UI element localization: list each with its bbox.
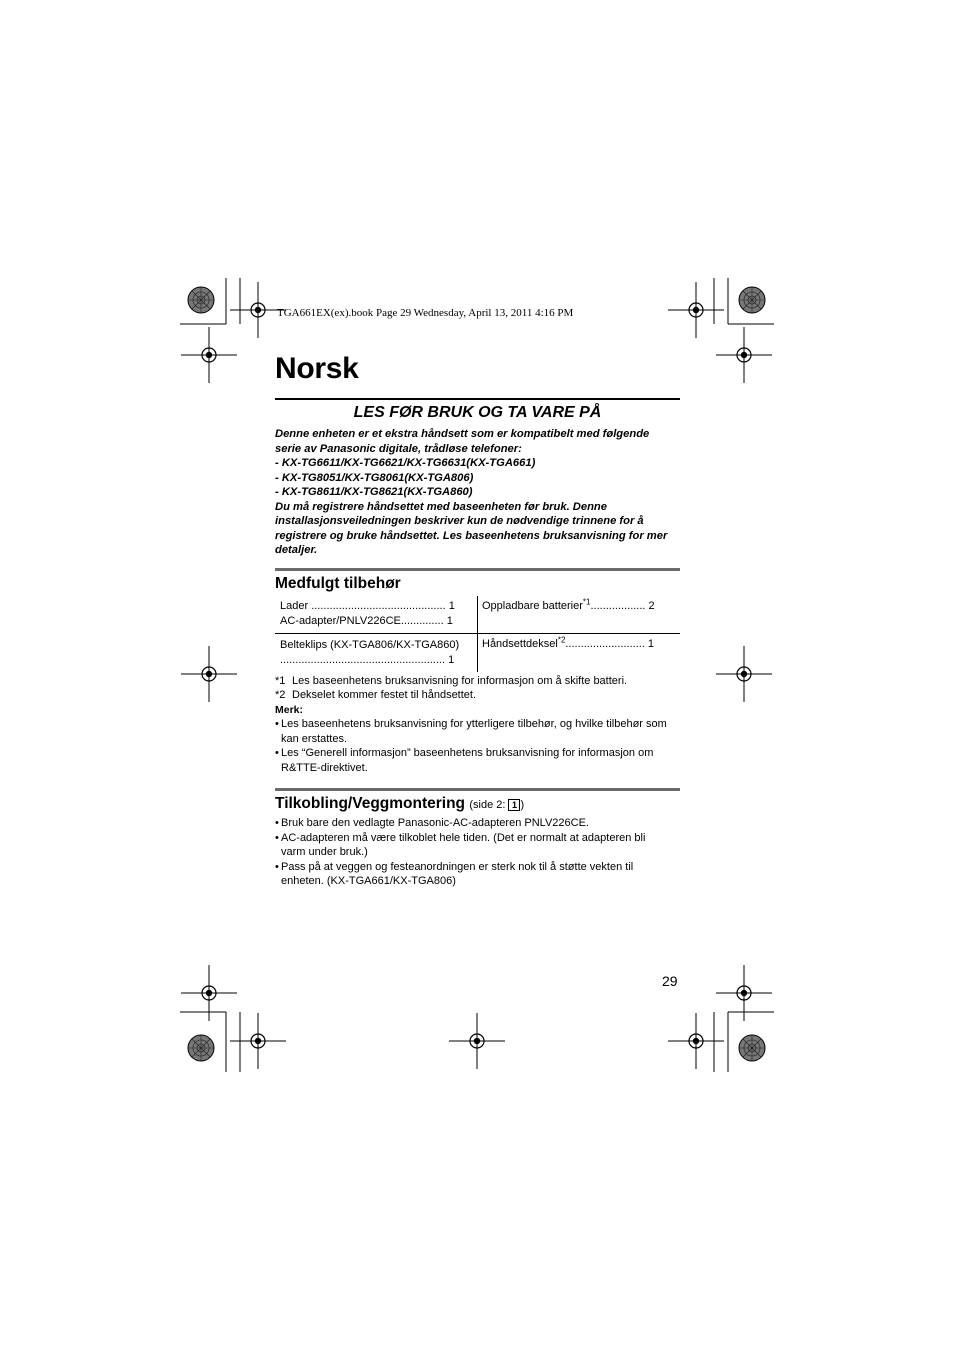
- title-rule: [275, 398, 680, 400]
- accessories-heading: Medfulgt tilbehør: [275, 575, 401, 592]
- list-item-continuation: varm under bruk.): [281, 846, 368, 858]
- list-item: • Bruk bare den vedlagte Panasonic-AC-adapteren PNLV226CE.: [275, 817, 589, 829]
- page-title: Norsk: [275, 352, 359, 385]
- list-item: • Les “Generell informasjon” baseenhetens bruksanvisning for informasjon om: [275, 747, 654, 759]
- accessory-cover: Håndsettdeksel$^{*2}$.......................... 1: [482, 635, 655, 650]
- intro-line: serie av Panasonic digitale, trådløse telefoner:: [275, 442, 522, 455]
- list-item-continuation: enheten. (KX-TGA661/KX-TGA806): [281, 875, 456, 887]
- intro-line: registrere og bruke håndsettet. Les baseenhetens bruksanvisning for mer: [275, 529, 668, 542]
- accessory-belt-clip-qty: ...................................................... 1: [280, 654, 455, 666]
- footnote-2: *2 Dekselet kommer festet til håndsettet.: [275, 689, 477, 701]
- intro-line: Denne enheten er et ekstra håndsett som er kompatibelt med følgende: [275, 428, 650, 440]
- intro-line: - KX-TG8611/KX-TG8621(KX-TGA860): [275, 486, 473, 498]
- list-item-continuation: kan erstattes.: [281, 732, 348, 745]
- intro-line: - KX-TG8051/KX-TG8061(KX-TGA806): [275, 471, 474, 484]
- intro-line: installasjonsveiledningen beskriver kun de nødvendige trinnene for å: [275, 515, 644, 527]
- page-reference: (side 2: 1 ): [469, 799, 525, 811]
- footnote-1: *1 Les baseenhetens bruksanvisning for informasjon om å skifte batteri.: [275, 675, 628, 687]
- page-number: 29: [662, 973, 678, 989]
- accessory-charger: Lader ............................................ 1: [280, 600, 455, 612]
- connection-list: [275, 816, 685, 889]
- book-header-line: TGA661EX(ex).book Page 29 Wednesday, April 13, 2011 4:16 PM: [277, 307, 574, 319]
- list-item: • Pass på at veggen og festeanordningen er sterk nok til å støtte vekten til: [275, 860, 634, 873]
- section-rule: [275, 568, 680, 571]
- read-first-text: [275, 427, 685, 558]
- note-label: Merk:: [275, 704, 304, 716]
- accessory-adapter: AC-adapter/PNLV226CE.............. 1: [280, 615, 453, 627]
- intro-line: Du må registrere håndsettet med baseenheten før bruk. Denne: [275, 500, 607, 513]
- table-divider: [275, 633, 680, 634]
- read-first-heading: LES FØR BRUK OG TA VARE PÅ: [353, 404, 602, 421]
- note-list: [275, 717, 685, 775]
- intro-line: detaljer.: [275, 544, 318, 556]
- figure-number-box: 1: [508, 799, 520, 811]
- list-item-continuation: R&TTE-direktivet.: [281, 761, 368, 774]
- accessory-belt-clip: Belteklips (KX-TGA806/KX-TGA860): [280, 639, 460, 651]
- intro-line: - KX-TG6611/KX-TG6621/KX-TG6631(KX-TGA661): [275, 457, 536, 469]
- list-item: • Les baseenhetens bruksanvisning for ytterligere tilbehør, og hvilke tilbehør som: [275, 718, 667, 730]
- accessory-batteries: Oppladbare batterier$^{*1}$.................. 2: [482, 597, 655, 612]
- list-item: • AC-adapteren må være tilkoblet hele tiden. (Det er normalt at adapteren bli: [275, 831, 646, 844]
- section-rule: [275, 788, 680, 791]
- connection-heading: Tilkobling/Veggmontering (side 2: 1 ): [275, 795, 525, 812]
- table-divider: [477, 596, 478, 672]
